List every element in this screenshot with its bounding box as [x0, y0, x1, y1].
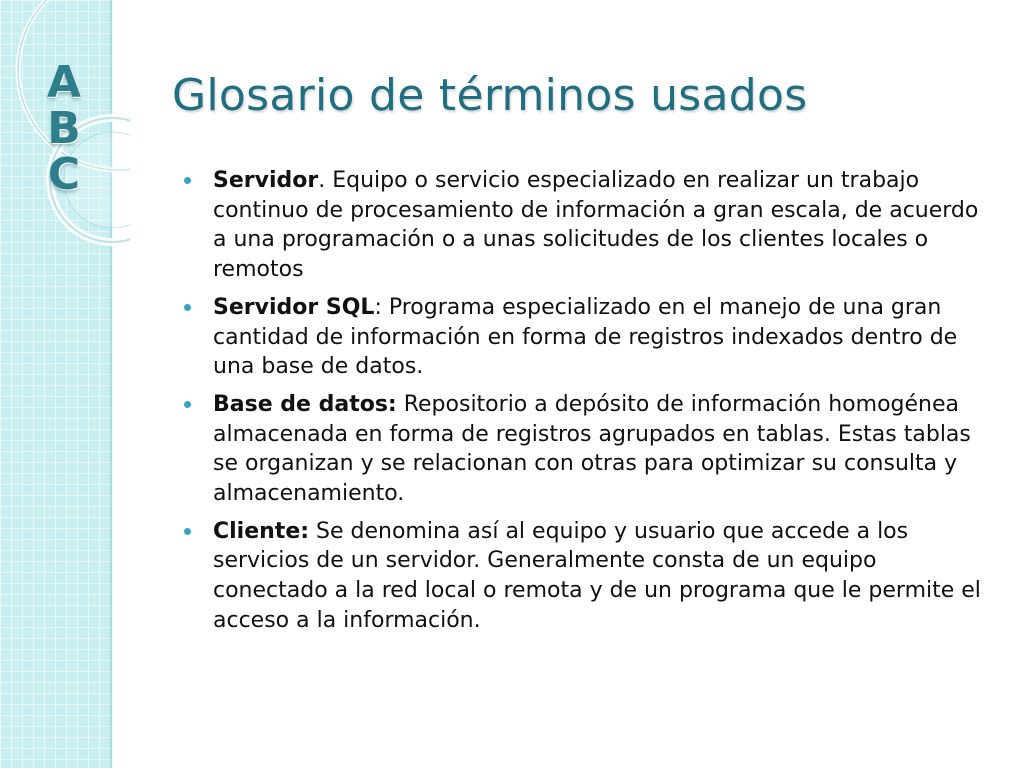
glossary-term: Servidor: [213, 168, 319, 193]
bullet-icon: [184, 304, 191, 311]
logo-letter-a: A: [46, 57, 82, 108]
glossary-term: Cliente:: [213, 518, 310, 544]
glossary-item-servidor-sql: [184, 293, 990, 382]
glossary-list: [184, 166, 990, 644]
glossary-definition: . Equipo o servicio especializado en realizar un trabajo continuo de procesamiento de información a gran escala, de acuerdo a una programación o a unas solicitudes de los clientes locales o remotos: [213, 168, 979, 283]
abc-logo: [36, 57, 92, 200]
logo-letter-c: C: [47, 149, 81, 200]
glossary-term: Servidor SQL: [213, 294, 375, 320]
glossary-item-base-de-datos: [184, 390, 990, 509]
glossary-definition: : Programa especializado en el manejo de una gran cantidad de información en forma de registros indexados dentro de una base de datos.: [213, 294, 958, 380]
bullet-icon: [184, 401, 191, 408]
bullet-icon: [184, 177, 191, 184]
glossary-definition: Repositorio a depósito de información homogénea almacenada en forma de registros agrupados en tablas. Estas tablas se organizan y se relacionan con otras para optimizar su consulta y almacenamiento.: [213, 391, 971, 507]
bullet-icon: [184, 528, 191, 535]
logo-letter-b: B: [47, 103, 81, 154]
glossary-definition: Se denomina así al equipo y usuario que accede a los servicios de un servidor. Generalmente consta de un equipo conectado a la red local o remota y de un programa que le permite el acceso a la información.: [213, 518, 981, 633]
glossary-item-servidor: [184, 166, 990, 285]
slide-title: Glosario de términos usados: [172, 70, 808, 121]
glossary-term: Base de datos:: [213, 391, 397, 417]
glossary-item-cliente: [184, 517, 990, 636]
